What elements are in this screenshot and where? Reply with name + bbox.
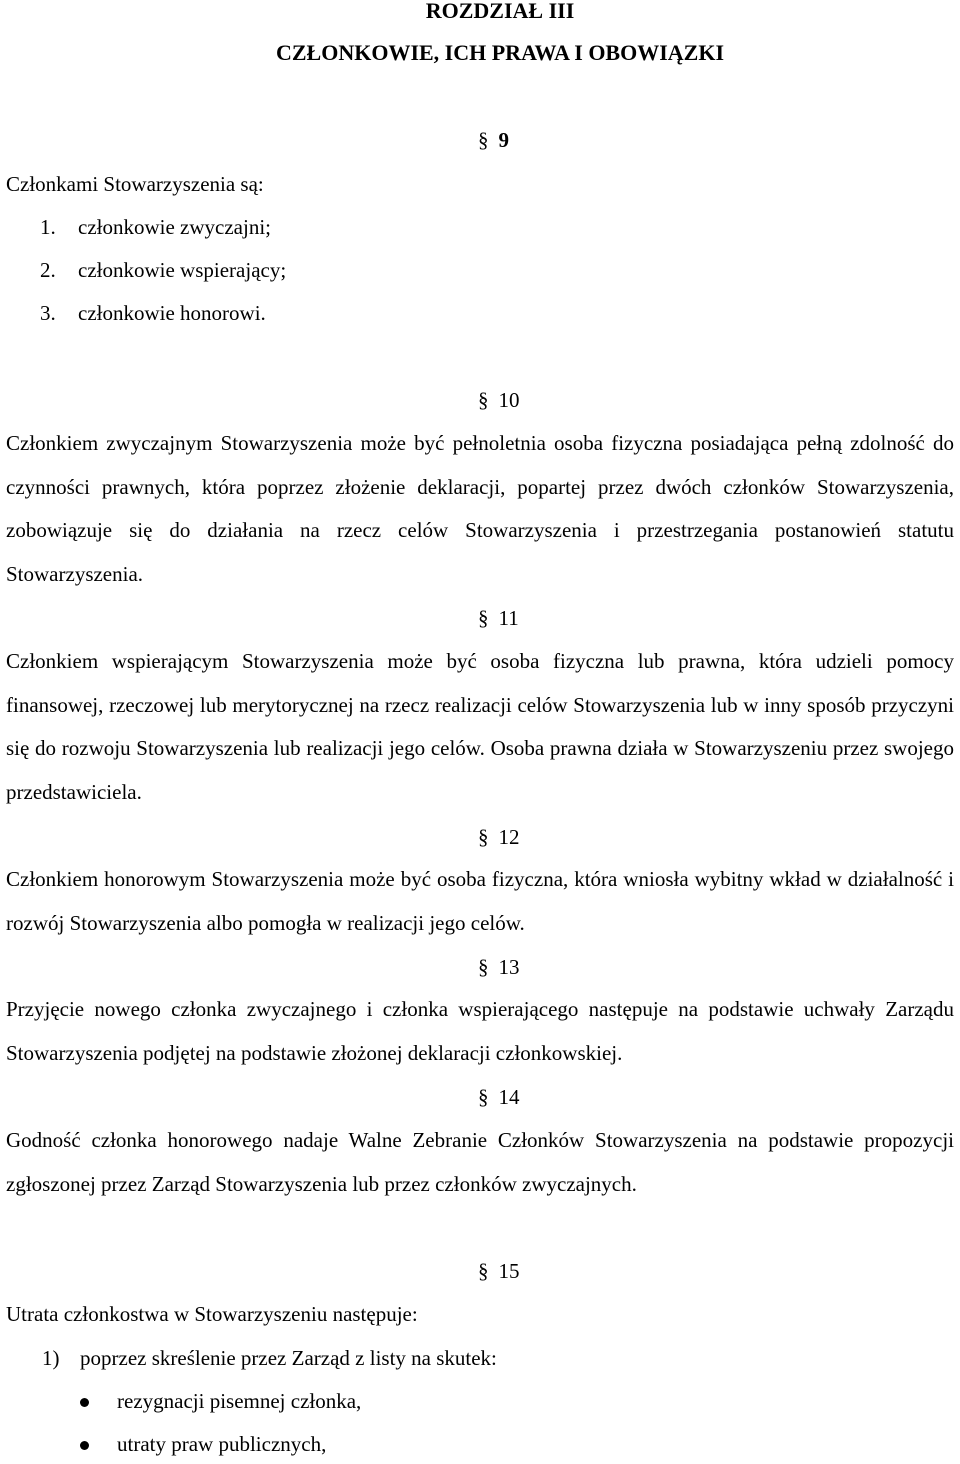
section-number: 13	[498, 955, 520, 979]
section-symbol: §	[478, 128, 489, 152]
section-symbol: §	[478, 388, 489, 412]
section-10-heading	[478, 388, 520, 413]
s9-item-1-number: 1.	[40, 215, 56, 239]
section-number: 12	[498, 825, 520, 849]
section-symbol: §	[478, 955, 489, 979]
s15-bullet-1-text: rezygnacji pisemnej członka,	[117, 1389, 362, 1413]
bullet-icon	[80, 1441, 89, 1450]
section-symbol: §	[478, 825, 489, 849]
s15-item-1-number: 1)	[42, 1346, 60, 1370]
section-number: 9	[498, 128, 509, 152]
section-11-heading	[478, 606, 519, 631]
section-symbol: §	[478, 1259, 489, 1283]
s15-item-1-text: poprzez skreślenie przez Zarząd z listy na skutek:	[80, 1346, 497, 1370]
section-number: 10	[498, 388, 520, 412]
section-15-heading	[478, 1259, 520, 1284]
s9-item-3-text: członkowie honorowi.	[78, 301, 266, 325]
s9-item-2-number: 2.	[40, 258, 56, 282]
section-number: 11	[498, 606, 519, 630]
section-symbol: §	[478, 606, 489, 630]
section-14-heading	[478, 1085, 520, 1110]
s9-item-3-number: 3.	[40, 301, 56, 325]
s9-item-2-text: członkowie wspierający;	[78, 258, 287, 282]
s10-paragraph: Członkiem zwyczajnym Stowarzyszenia może być pełnoletnia osoba fizyczna posiadająca pełną zdolność do czynności prawnych, która poprzez złożenie deklaracji, popartej przez dwóch członków Stowarzyszenia, zobowiązuje się do działania na rzecz celów Stowarzyszenia i przestrzegania postanowień statutu Stowarzyszenia.	[6, 431, 954, 586]
s11-paragraph: Członkiem wspierającym Stowarzyszenia może być osoba fizyczna lub prawna, która udzieli pomocy finansowej, rzeczowej lub merytorycznej na rzecz realizacji celów Stowarzyszenia lub w inny sposób przyczyni się do rozwoju Stowarzyszenia lub realizacji jego celów. Osoba prawna działa w Stowarzyszeniu przez swojego przedstawiciela.	[6, 649, 954, 804]
chapter-title: CZŁONKOWIE, ICH PRAWA I OBOWIĄZKI	[275, 40, 725, 65]
s9-intro: Członkami Stowarzyszenia są:	[6, 172, 264, 196]
section-9-heading	[478, 128, 509, 153]
section-symbol: §	[478, 1085, 489, 1109]
chapter-heading: ROZDZIAŁ III	[425, 0, 575, 23]
section-number: 14	[498, 1085, 520, 1109]
bullet-icon	[80, 1398, 89, 1407]
s9-item-1-text: członkowie zwyczajni;	[78, 215, 271, 239]
s13-paragraph: Przyjęcie nowego członka zwyczajnego i członka wspierającego następuje na podstawie uchwały Zarządu Stowarzyszenia podjętej na podstawie złożonej deklaracji członkowskiej.	[6, 997, 954, 1065]
s15-intro: Utrata członkostwa w Stowarzyszeniu następuje:	[6, 1302, 418, 1326]
section-13-heading	[478, 955, 520, 980]
section-number: 15	[498, 1259, 520, 1283]
s15-bullet-2-text: utraty praw publicznych,	[117, 1432, 327, 1456]
section-12-heading	[478, 825, 520, 850]
s14-paragraph: Godność członka honorowego nadaje Walne Zebranie Członków Stowarzyszenia na podstawie propozycji zgłoszonej przez Zarząd Stowarzyszenia lub przez członków zwyczajnych.	[6, 1128, 954, 1196]
s12-paragraph: Członkiem honorowym Stowarzyszenia może być osoba fizyczna, która wniosła wybitny wkład w działalność i rozwój Stowarzyszenia albo pomogła w realizacji jego celów.	[6, 867, 954, 935]
